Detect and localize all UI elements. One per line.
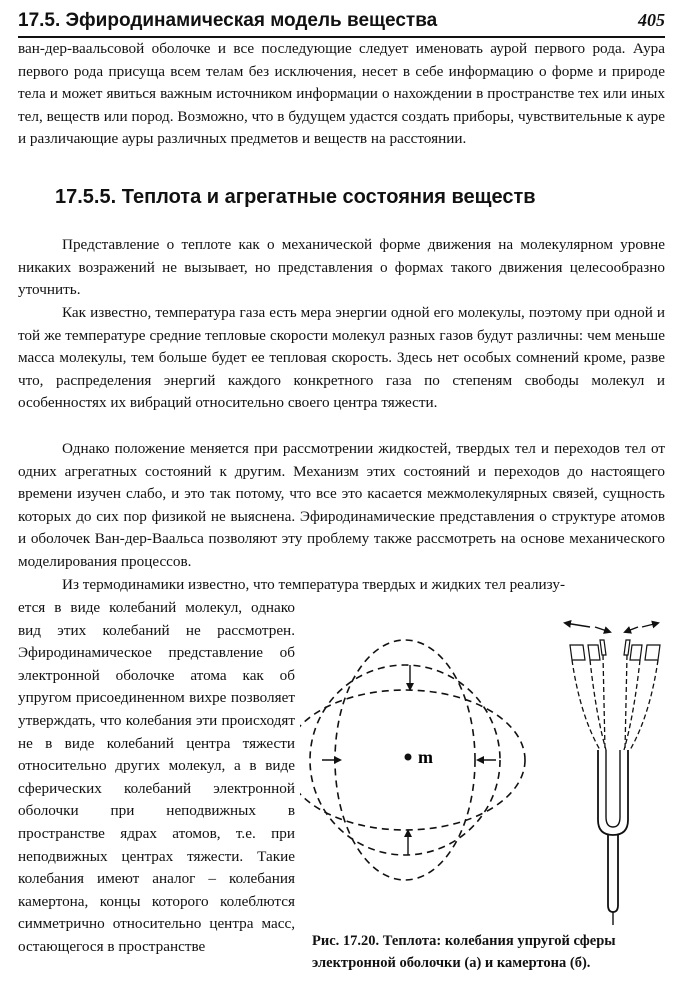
section-heading: 17.5.5. Теплота и агрегатные состояния веществ xyxy=(55,186,536,208)
fork-top-arrows xyxy=(565,623,658,632)
nucleus-dot xyxy=(405,754,412,761)
running-title: 17.5. Эфиродинамическая модель вещества xyxy=(18,10,438,31)
shell-compressed-horizontal xyxy=(335,640,475,880)
mass-label: m xyxy=(418,747,433,767)
page-header xyxy=(18,8,665,38)
fork-prong-tips xyxy=(570,640,660,660)
fork-prongs xyxy=(572,655,658,750)
paragraph-3: Однако положение меняется при рассмотрении жидкостей, твердых тел и переходов тел от одних агрегатных состояний к другим. Механизм этих состояний и переходов до настоящего времени изучен слабо, и это так потому, что все это касается межмолекулярных связей, сущность которых до сих пор физикой не выяснена. Эфиродинамические представления о структуре атомов и оболочек Ван-дер-Ваальса позволяют эту проблему также рассмотреть на основе механического моделирования процессов. xyxy=(18,440,665,570)
paragraph-4-first-line: Из термодинамики известно, что температура твердых и жидких тел реализу- xyxy=(62,576,566,593)
figure-caption: Рис. 17.20. Теплота: колебания упругой сферы электронной оболочки (а) и камертона (б). xyxy=(312,933,616,971)
fork-body xyxy=(598,750,628,835)
paragraph-1: Представление о теплоте как о механической форме движения на молекулярном уровне никаких возражений не вызывает, но представления о формах такого движения целесообразно уточнить. xyxy=(18,236,665,299)
intro-paragraph: ван-дер-ваальсовой оболочке и все последующие следует именовать аурой первого рода. Аура первого рода присуща всем телам без исключения, несет в себе информацию о форме и природе тела и может явиться важным источником информации о нахождении в пространстве тех или иных тел, веществ или пород. Возможно, что в будущем удастся создать приборы, чувствительные к ауре и различающие ауры различных предметов и веществ на расстоянии. xyxy=(18,40,665,148)
tuning-fork-diagram xyxy=(565,623,660,925)
fork-inner xyxy=(606,750,620,827)
fork-handle xyxy=(608,835,618,912)
paragraph-2: Как известно, температура газа есть мера энергии одной его молекулы, поэтому при одной и той же температуре средние тепловые скорости молекул разных газов будут различны: чем меньше масса молекулы, тем больше будет ее тепловая скорость. Здесь нет особых сомнений кроме, разве что, распределения энергий каждого конкретного газа по степеням свободы молекул и особенностях их вибраций относительно своего центра тяжести. xyxy=(18,304,665,412)
page-number: 405 xyxy=(638,10,665,30)
paragraph-4-wrapped-text: ется в виде колебаний молекул, однако вид этих колебаний не рассмотрен. Эфиродинамическое представление об электронной оболочке атома как об упругом присоединенном вихре позволяет утверждать, что колебания эти происходят не в виде колебаний центра тяжести относительно других молекул, а в виде сферических колебаний электронной оболочки при неподвижных в пространстве ядрах атомов, т.е. при неподвижных центрах тяжести. Такие колебания имеют аналог – колебания камертона, концы которого колеблются симметрично относительно центра масс, остающегося в пространстве xyxy=(18,599,295,955)
figure-17-20 xyxy=(300,605,680,925)
